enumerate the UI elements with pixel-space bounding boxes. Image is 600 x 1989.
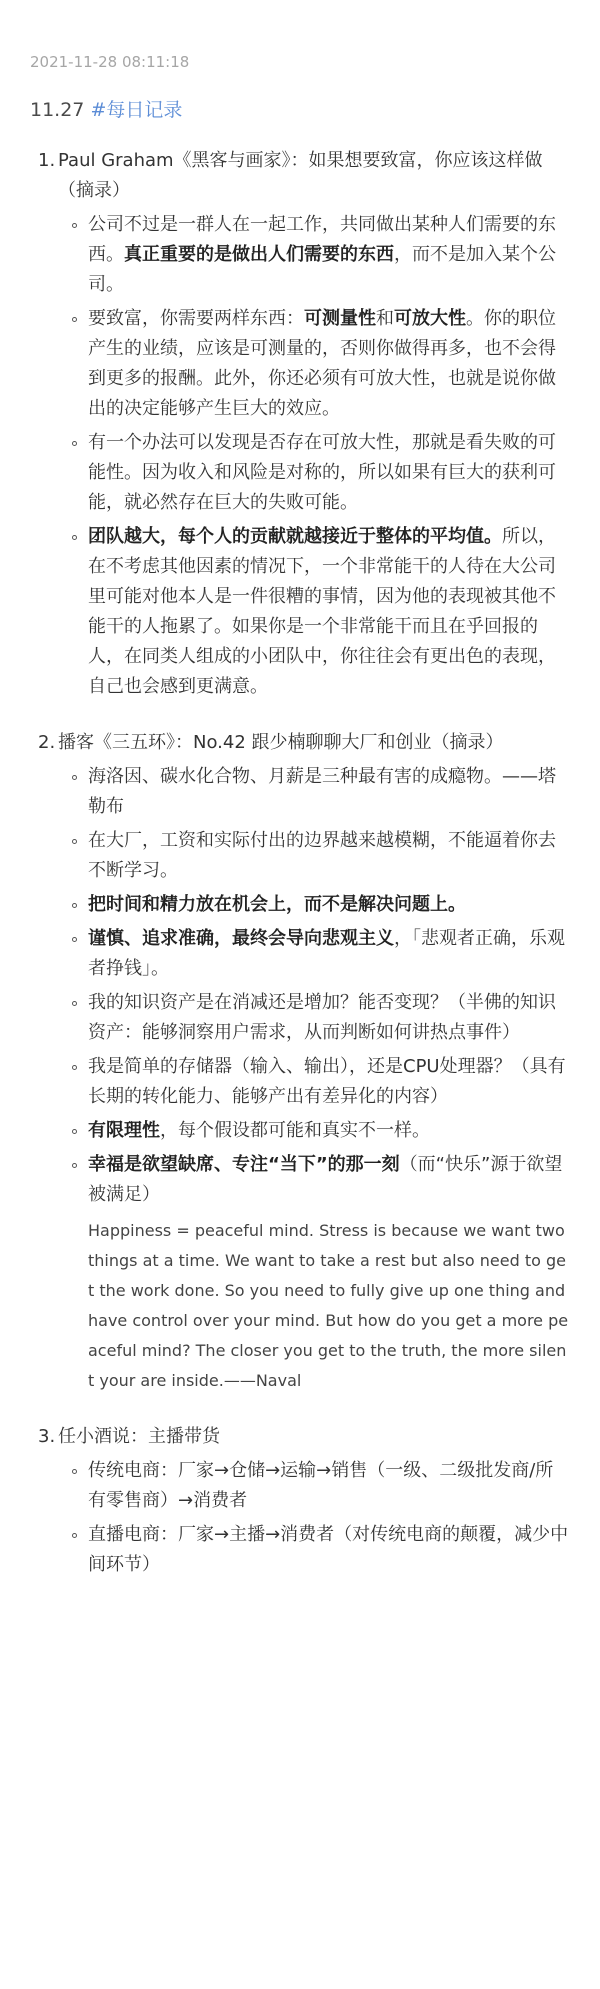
list-item: [58, 1520, 570, 1580]
section-number: 1.: [38, 150, 56, 171]
item-text: 和: [376, 308, 394, 329]
section-1-items: [58, 210, 570, 702]
bullet-icon: [72, 535, 77, 540]
item-text: 我的知识资产是在消减还是增加？能否变现？（半佛的知识资产：能够洞察用户需求，从而判断如何讲热点事件）: [88, 992, 556, 1043]
section-1: [30, 146, 570, 702]
list-item: [58, 1150, 570, 1396]
item-bold-text: 谨慎、追求准确，最终会导向悲观主义: [88, 928, 394, 949]
section-3: [30, 1422, 570, 1580]
section-2: [30, 728, 570, 1396]
daily-record-tag[interactable]: #每日记录: [90, 99, 183, 121]
item-text: ，「悲观者正确，乐观者挣钱」。: [88, 928, 565, 979]
item-text: 有一个办法可以发现是否存在可放大性，那就是看失败的可能性。因为收入和风险是对称的，所以如果有巨大的获利可能，就必然存在巨大的失败可能。: [88, 432, 556, 513]
section-number: 2.: [38, 732, 56, 753]
section-heading: 播客《三五环》：No.42 跟少楠聊聊大厂和创业（摘录）: [58, 732, 504, 753]
bullet-icon: [72, 903, 77, 908]
list-item: [58, 924, 570, 984]
list-item: [58, 762, 570, 822]
item-bold-text: 可测量性: [304, 308, 376, 329]
bullet-icon: [72, 775, 77, 780]
list-item: [58, 428, 570, 518]
list-item: [58, 1052, 570, 1112]
bullet-icon: [72, 1163, 77, 1168]
bullet-icon: [72, 839, 77, 844]
item-bold-text: 把时间和精力放在机会上，而不是解决问题上。: [88, 894, 466, 915]
item-text: （而“快乐”源于欲望被满足）: [88, 1154, 563, 1205]
bullet-icon: [72, 1533, 77, 1538]
list-item: [58, 826, 570, 886]
section-heading: 任小酒说：主播带货: [58, 1426, 220, 1447]
item-text: 直播电商：厂家→主播→消费者（对传统电商的颠覆，减少中间环节）: [88, 1524, 569, 1575]
title-date: 11.27: [30, 99, 85, 121]
note-title: [30, 96, 570, 124]
bullet-icon: [72, 317, 77, 322]
item-text: 公司不过是一群人在一起工作，共同做出某种人们需要的东西。: [88, 214, 556, 265]
item-text: 所以，在不考虑其他因素的情况下，一个非常能干的人待在大公司里可能对他本人是一件很糟的事情，因为他的表现被其他不能干的人拖累了。如果你是一个非常能干而且在乎回报的人，在同类人组成的小团队中，你往往会有更出色的表现，自己也会感到更满意。: [88, 526, 556, 697]
item-bold-text: 幸福是欲望缺席、专注“当下”的那一刻: [88, 1154, 400, 1175]
bullet-icon: [72, 1129, 77, 1134]
list-item: [58, 988, 570, 1048]
item-text: 传统电商：厂家→仓储→运输→销售（一级、二级批发商/所有零售商）→消费者: [88, 1460, 554, 1511]
bullet-icon: [72, 223, 77, 228]
item-text: ，而不是加入某个公司。: [88, 244, 556, 295]
list-item: [58, 304, 570, 424]
list-item: [58, 210, 570, 300]
item-text: 海洛因、碳水化合物、月薪是三种最有害的成瘾物。——塔勒布: [88, 766, 556, 817]
item-bold-text: 真正重要的是做出人们需要的东西: [124, 244, 394, 265]
item-text: 我是简单的存储器（输入、输出），还是CPU处理器？（具有长期的转化能力、能够产出有差异化的内容）: [88, 1056, 566, 1107]
list-item: [58, 890, 570, 920]
bullet-icon: [72, 441, 77, 446]
item-text: 要致富，你需要两样东西：: [88, 308, 304, 329]
section-heading: Paul Graham《黑客与画家》：如果想要致富，你应该这样做（摘录）: [58, 150, 543, 201]
item-text: ，每个假设都可能和真实不一样。: [160, 1120, 430, 1141]
item-text: 在大厂，工资和实际付出的边界越来越模糊，不能逼着你去不断学习。: [88, 830, 556, 881]
section-list: [30, 146, 570, 1580]
list-item: [58, 1456, 570, 1516]
item-bold-text: 团队越大，每个人的贡献就越接近于整体的平均值。: [88, 526, 502, 547]
item-bold-text: 有限理性: [88, 1120, 160, 1141]
bullet-icon: [72, 937, 77, 942]
bullet-icon: [72, 1065, 77, 1070]
section-number: 3.: [38, 1426, 56, 1447]
bullet-icon: [72, 1001, 77, 1006]
section-2-items: [58, 762, 570, 1396]
list-item: [58, 1116, 570, 1146]
naval-quote: Happiness = peaceful mind. Stress is because we want two things at a time. We want to take a rest but also need to get the work done. So you need to fully give up one thing and have control over your mind. But how do you get a more peaceful mind? The closer you get to the truth, the more silent your are inside.——Naval: [88, 1221, 569, 1390]
note-timestamp: 2021-11-28 08:11:18: [30, 53, 190, 71]
item-text: 。你的职位产生的业绩，应该是可测量的，否则你做得再多，也不会得到更多的报酬。此外，你还必须有可放大性，也就是说你做出的决定能够产生巨大的效应。: [88, 308, 556, 419]
list-item: [58, 522, 570, 702]
bullet-icon: [72, 1469, 77, 1474]
section-3-items: [58, 1456, 570, 1580]
item-bold-text: 可放大性: [394, 308, 466, 329]
